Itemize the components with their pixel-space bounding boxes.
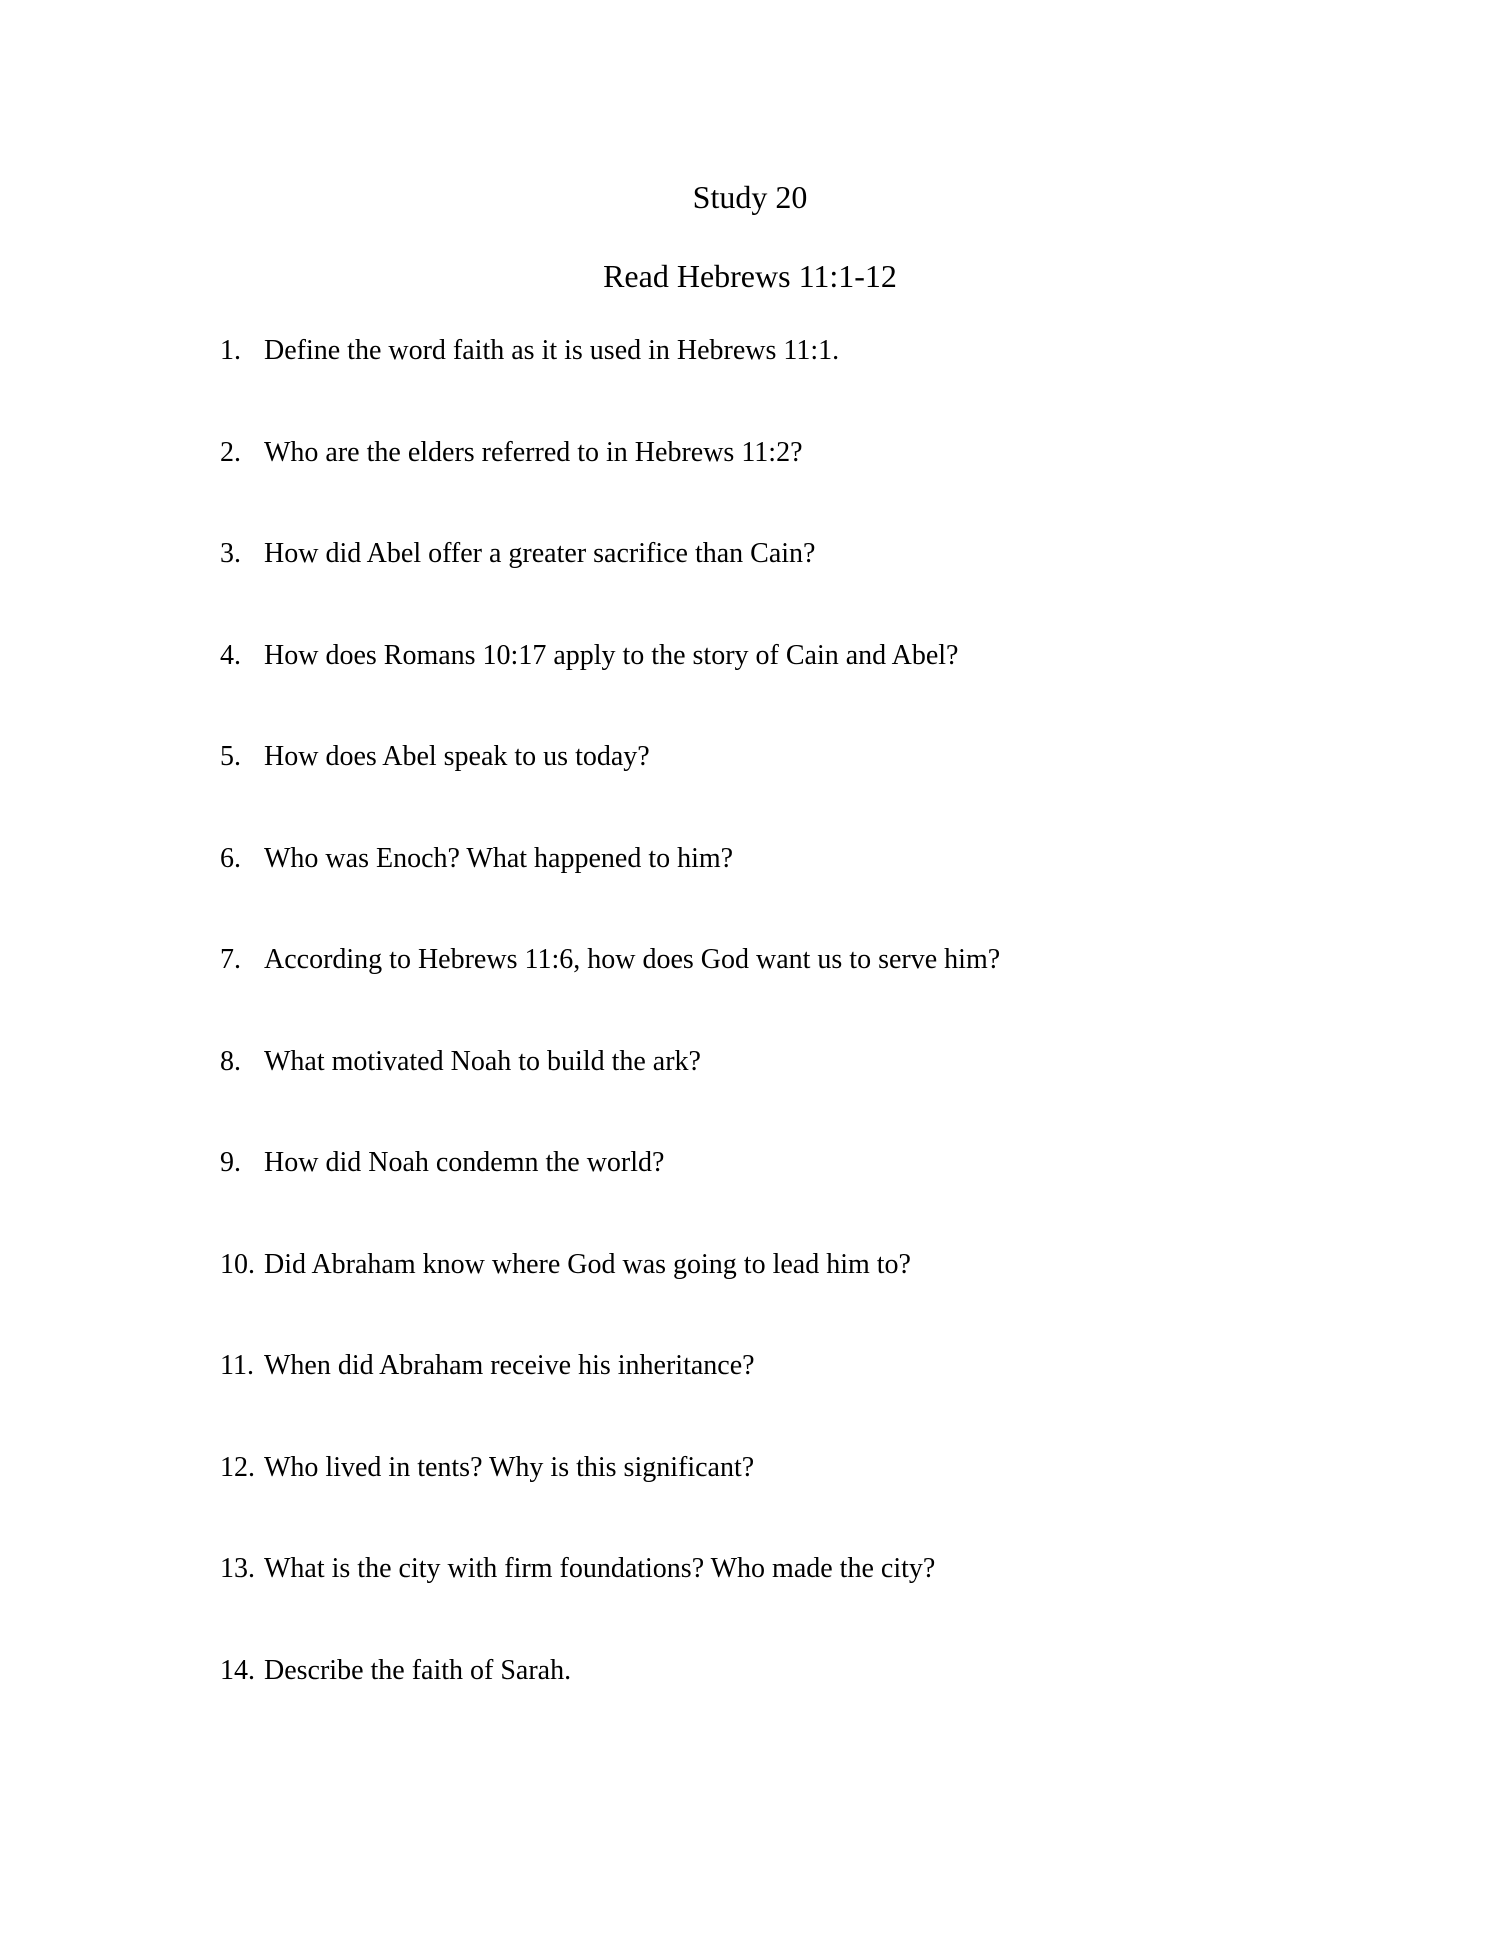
question-text: Did Abraham know where God was going to lead him to? bbox=[264, 1248, 911, 1280]
question-number: 4. bbox=[220, 639, 241, 671]
question-number: 3. bbox=[220, 538, 241, 569]
question-text: Describe the faith of Sarah. bbox=[264, 1654, 572, 1686]
question-item bbox=[220, 1143, 1000, 1245]
question-item bbox=[220, 331, 1000, 433]
question-number: 13. bbox=[220, 1553, 255, 1584]
question-text: Define the word faith as it is used in Hebrews 11:1. bbox=[264, 335, 840, 366]
question-item bbox=[220, 433, 1000, 535]
question-item bbox=[220, 1245, 1000, 1347]
question-item bbox=[220, 839, 1000, 941]
question-number: 7. bbox=[220, 944, 241, 975]
question-text: Who are the elders referred to in Hebrews 11:2? bbox=[264, 436, 803, 468]
question-item bbox=[220, 940, 1000, 1042]
question-text: How did Abel offer a greater sacrifice than Cain? bbox=[264, 538, 816, 569]
question-text: How does Abel speak to us today? bbox=[264, 741, 650, 772]
question-text: Who lived in tents? Why is this significant? bbox=[264, 1451, 755, 1483]
question-number: 8. bbox=[220, 1045, 241, 1077]
question-number: 9. bbox=[220, 1147, 241, 1178]
question-number: 11. bbox=[220, 1350, 254, 1381]
document-subtitle: Read Hebrews 11:1-12 bbox=[603, 258, 897, 294]
question-item bbox=[220, 1651, 1000, 1753]
question-item bbox=[220, 1346, 1000, 1448]
question-text: What motivated Noah to build the ark? bbox=[264, 1045, 701, 1077]
question-text: When did Abraham receive his inheritance? bbox=[264, 1350, 755, 1381]
question-item bbox=[220, 737, 1000, 839]
question-number: 12. bbox=[220, 1451, 255, 1483]
question-text: How does Romans 10:17 apply to the story of Cain and Abel? bbox=[264, 639, 959, 671]
question-text: How did Noah condemn the world? bbox=[264, 1147, 665, 1178]
question-number: 2. bbox=[220, 436, 241, 468]
question-text: Who was Enoch? What happened to him? bbox=[264, 842, 734, 874]
question-item bbox=[220, 1042, 1000, 1144]
question-number: 5. bbox=[220, 741, 241, 772]
question-text: According to Hebrews 11:6, how does God want us to serve him? bbox=[264, 944, 1001, 975]
question-text: What is the city with firm foundations? Who made the city? bbox=[264, 1553, 936, 1584]
question-number: 1. bbox=[220, 335, 241, 366]
document-title: Study 20 bbox=[692, 179, 808, 215]
question-item bbox=[220, 636, 1000, 738]
question-item bbox=[220, 1549, 1000, 1651]
question-item bbox=[220, 1448, 1000, 1550]
question-list bbox=[220, 331, 1000, 1752]
question-item bbox=[220, 534, 1000, 636]
question-number: 10. bbox=[220, 1248, 255, 1280]
question-number: 6. bbox=[220, 842, 241, 874]
question-number: 14. bbox=[220, 1654, 255, 1686]
